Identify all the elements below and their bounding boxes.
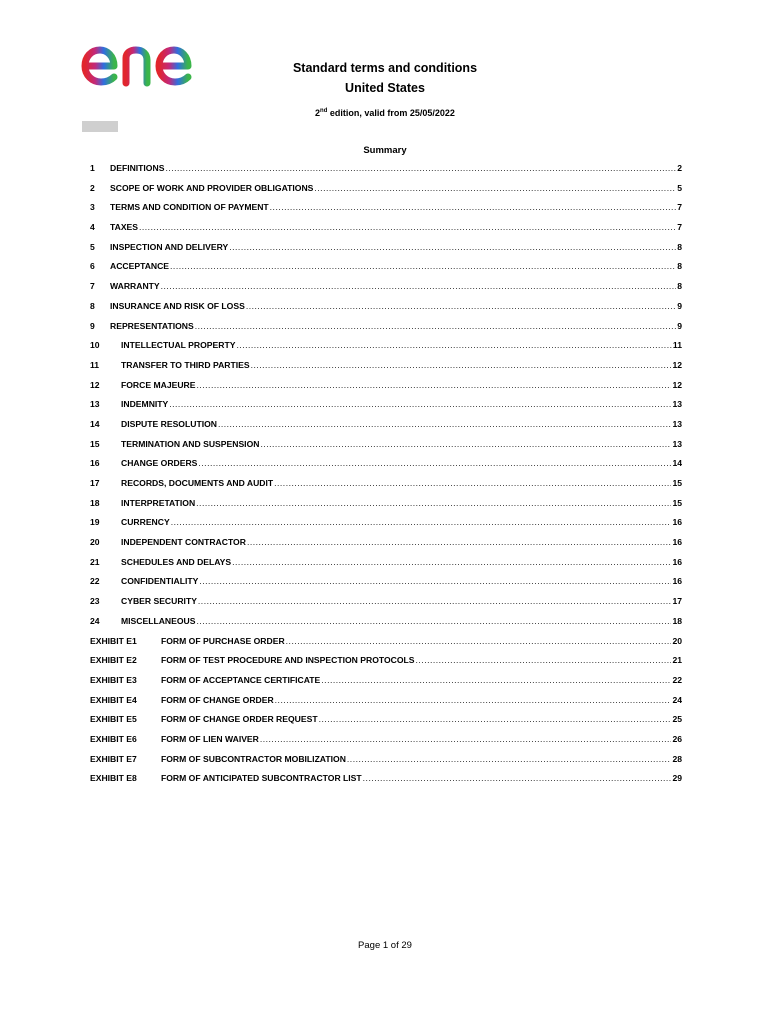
toc-entry-number: 10 (90, 340, 100, 351)
toc-entry-number: 7 (90, 281, 95, 292)
toc-dot-leader (199, 576, 671, 586)
toc-dot-leader (246, 301, 676, 311)
toc-entry-title: MISCELLANEOUS (121, 615, 196, 626)
toc-entry[interactable] (90, 321, 682, 341)
toc-entry-page: 7 (677, 222, 682, 233)
toc-entry-page: 29 (672, 773, 682, 784)
toc-entry-number: 23 (90, 596, 100, 607)
toc-entry-title: FORM OF ACCEPTANCE CERTIFICATE (161, 674, 321, 685)
toc-entry-page: 9 (677, 300, 682, 311)
toc-dot-leader (198, 458, 671, 468)
edition-text: edition, valid from 25/05/2022 (327, 108, 455, 118)
toc-entry-number: EXHIBIT E4 (90, 694, 137, 705)
toc-entry[interactable] (90, 163, 682, 183)
toc-entry-title: CURRENCY (121, 517, 170, 528)
toc-entry-page: 11 (672, 340, 682, 351)
toc-dot-leader (165, 163, 676, 173)
toc-entry-number: 13 (90, 399, 100, 410)
toc-entry-page: 22 (672, 674, 682, 685)
toc-entry[interactable] (90, 596, 682, 616)
toc-dot-leader (260, 439, 671, 449)
toc-entry-page: 12 (672, 359, 682, 370)
toc-dot-leader (169, 399, 671, 409)
toc-entry[interactable] (90, 340, 682, 360)
toc-entry[interactable] (90, 458, 682, 478)
toc-entry-number: 17 (90, 478, 100, 488)
toc-entry-title: FORM OF SUBCONTRACTOR MOBILIZATION (161, 753, 346, 764)
toc-dot-leader (170, 261, 676, 271)
gray-label-block (82, 121, 118, 132)
toc-entry[interactable] (90, 734, 682, 754)
toc-entry[interactable] (90, 773, 682, 793)
toc-entry-page: 13 (672, 438, 682, 449)
toc-entry-page: 18 (672, 615, 682, 626)
toc-entry-number: 1 (90, 163, 95, 173)
toc-entry-page: 15 (672, 478, 682, 488)
toc-entry-number: 8 (90, 300, 95, 311)
toc-entry[interactable] (90, 754, 682, 774)
title-line-2: United States (345, 81, 425, 95)
toc-entry-number: 24 (90, 615, 100, 626)
toc-entry-page: 24 (672, 694, 682, 705)
toc-entry-page: 5 (677, 182, 682, 193)
toc-entry-page: 8 (677, 281, 682, 292)
toc-entry[interactable] (90, 517, 682, 537)
toc-entry-title: CHANGE ORDERS (121, 458, 198, 469)
toc-entry-number: 9 (90, 320, 95, 331)
toc-entry-title: FORM OF LIEN WAIVER (161, 733, 259, 744)
toc-entry-number: 16 (90, 458, 100, 469)
toc-entry[interactable] (90, 439, 682, 459)
toc-entry-number: 5 (90, 241, 95, 252)
title-line-1: Standard terms and conditions (292, 61, 478, 75)
table-of-contents (90, 163, 682, 793)
toc-dot-leader (314, 183, 676, 193)
toc-dot-leader (416, 655, 672, 665)
toc-entry-title: INDEMNITY (121, 399, 169, 410)
toc-entry-title: INSPECTION AND DELIVERY (110, 241, 229, 252)
toc-entry-page: 12 (672, 379, 682, 390)
toc-dot-leader (197, 380, 672, 390)
toc-entry[interactable] (90, 380, 682, 400)
edition-line (250, 108, 520, 118)
toc-entry-title: WARRANTY (110, 281, 160, 292)
toc-entry[interactable] (90, 498, 682, 518)
toc-entry-title: DEFINITIONS (110, 163, 165, 173)
toc-dot-leader (196, 616, 671, 626)
toc-entry[interactable] (90, 281, 682, 301)
toc-entry[interactable] (90, 675, 682, 695)
page-number: Page 1 of 29 (358, 940, 412, 951)
toc-entry-page: 13 (672, 418, 682, 429)
toc-entry[interactable] (90, 478, 682, 498)
toc-dot-leader (195, 321, 677, 331)
toc-entry-number: 4 (90, 222, 95, 233)
toc-entry[interactable] (90, 655, 682, 675)
toc-entry-page: 16 (672, 517, 682, 528)
toc-entry-number: EXHIBIT E5 (90, 714, 137, 725)
toc-entry-title: CONFIDENTIALITY (121, 576, 199, 587)
toc-entry-title: INTERPRETATION (121, 497, 196, 508)
toc-entry-number: 22 (90, 576, 100, 587)
toc-entry-number: 3 (90, 202, 95, 213)
toc-entry-number: EXHIBIT E3 (90, 674, 137, 685)
toc-entry-title: FORM OF ANTICIPATED SUBCONTRACTOR LIST (161, 773, 362, 784)
toc-entry-number: 15 (90, 438, 100, 449)
toc-entry-number: EXHIBIT E7 (90, 753, 137, 764)
toc-entry-title: RECORDS, DOCUMENTS AND AUDIT (121, 478, 274, 488)
toc-entry-number: EXHIBIT E8 (90, 773, 137, 784)
toc-entry-number: 2 (90, 182, 95, 193)
toc-entry[interactable] (90, 537, 682, 557)
toc-entry-title: TERMS AND CONDITION OF PAYMENT (110, 202, 269, 213)
toc-entry-number: 19 (90, 517, 100, 528)
toc-entry[interactable] (90, 616, 682, 636)
toc-dot-leader (196, 498, 671, 508)
toc-entry-number: EXHIBIT E1 (90, 635, 137, 646)
toc-dot-leader (218, 419, 671, 429)
toc-entry-title: FORCE MAJEURE (121, 379, 196, 390)
toc-entry-title: TERMINATION AND SUSPENSION (121, 438, 260, 449)
toc-entry-title: FORM OF CHANGE ORDER REQUEST (161, 714, 318, 725)
toc-entry-title: CYBER SECURITY (121, 596, 197, 607)
toc-entry[interactable] (90, 576, 682, 596)
toc-entry-title: INSURANCE AND RISK OF LOSS (110, 300, 245, 311)
toc-entry-number: 21 (90, 556, 100, 567)
toc-entry-title: DISPUTE RESOLUTION (121, 418, 217, 429)
toc-entry-title: FORM OF CHANGE ORDER (161, 694, 274, 705)
toc-entry-title: SCOPE OF WORK AND PROVIDER OBLIGATIONS (110, 182, 314, 193)
toc-dot-leader (229, 242, 676, 252)
toc-entry-page: 2 (677, 163, 682, 173)
toc-entry[interactable] (90, 636, 682, 656)
toc-entry-title: FORM OF PURCHASE ORDER (161, 635, 285, 646)
toc-dot-leader (363, 773, 672, 783)
toc-dot-leader (198, 596, 672, 606)
toc-entry-title: TRANSFER TO THIRD PARTIES (121, 359, 250, 370)
toc-entry-page: 7 (677, 202, 682, 213)
toc-entry-page: 16 (672, 537, 682, 548)
summary-heading: Summary (363, 145, 407, 156)
toc-entry-title: TAXES (110, 222, 139, 233)
toc-dot-leader (232, 557, 671, 567)
toc-dot-leader (251, 360, 672, 370)
toc-entry-page: 25 (672, 714, 682, 725)
toc-entry-title: INDEPENDENT CONTRACTOR (121, 537, 246, 548)
toc-entry[interactable] (90, 695, 682, 715)
enel-logo (80, 34, 230, 90)
toc-entry[interactable] (90, 242, 682, 262)
toc-dot-leader (286, 636, 672, 646)
toc-dot-leader (139, 222, 676, 232)
edition-suffix: nd (320, 108, 328, 114)
toc-entry-page: 20 (672, 635, 682, 646)
toc-entry[interactable] (90, 399, 682, 419)
toc-dot-leader (347, 754, 672, 764)
toc-entry[interactable] (90, 261, 682, 281)
toc-entry-page: 26 (672, 733, 682, 744)
toc-entry-page: 21 (672, 655, 682, 666)
toc-entry-title: INTELLECTUAL PROPERTY (121, 340, 236, 351)
toc-entry-page: 14 (672, 458, 682, 469)
toc-entry-page: 9 (677, 320, 682, 331)
toc-entry-number: 11 (90, 359, 100, 370)
toc-entry-page: 28 (672, 753, 682, 764)
toc-dot-leader (275, 695, 672, 705)
toc-entry-page: 17 (672, 596, 682, 607)
toc-entry[interactable] (90, 183, 682, 203)
toc-entry-title: ACCEPTANCE (110, 261, 170, 272)
toc-entry-number: 12 (90, 379, 100, 390)
toc-dot-leader (247, 537, 672, 547)
edition-ordinal: 2 (315, 108, 321, 118)
toc-entry-number: 20 (90, 537, 100, 548)
toc-dot-leader (171, 517, 672, 527)
toc-entry-number: 18 (90, 497, 100, 508)
toc-entry-page: 16 (672, 576, 682, 587)
toc-dot-leader (274, 478, 671, 488)
toc-entry-page: 13 (672, 399, 682, 410)
toc-entry-page: 16 (672, 556, 682, 567)
toc-entry-page: 15 (672, 497, 682, 508)
toc-entry[interactable] (90, 202, 682, 222)
toc-entry-page: 8 (677, 261, 682, 272)
toc-entry-number: EXHIBIT E6 (90, 733, 137, 744)
toc-entry-page: 8 (677, 241, 682, 252)
toc-entry-title: SCHEDULES AND DELAYS (121, 556, 232, 567)
toc-dot-leader (161, 281, 677, 291)
toc-entry[interactable] (90, 557, 682, 577)
toc-entry[interactable] (90, 360, 682, 380)
toc-entry-number: 14 (90, 418, 100, 429)
toc-dot-leader (260, 734, 672, 744)
toc-entry[interactable] (90, 419, 682, 439)
toc-entry-number: EXHIBIT E2 (90, 655, 137, 666)
toc-entry-title: FORM OF TEST PROCEDURE AND INSPECTION PROTOCOLS (161, 655, 415, 666)
toc-dot-leader (319, 714, 672, 724)
enel-logo-mark (80, 34, 230, 90)
document-title (280, 58, 490, 98)
toc-entry-number: 6 (90, 261, 95, 272)
toc-dot-leader (236, 340, 671, 350)
toc-dot-leader (321, 675, 671, 685)
toc-entry[interactable] (90, 714, 682, 734)
toc-entry[interactable] (90, 301, 682, 321)
toc-entry[interactable] (90, 222, 682, 242)
toc-dot-leader (270, 202, 677, 212)
toc-entry-title: REPRESENTATIONS (110, 320, 194, 331)
